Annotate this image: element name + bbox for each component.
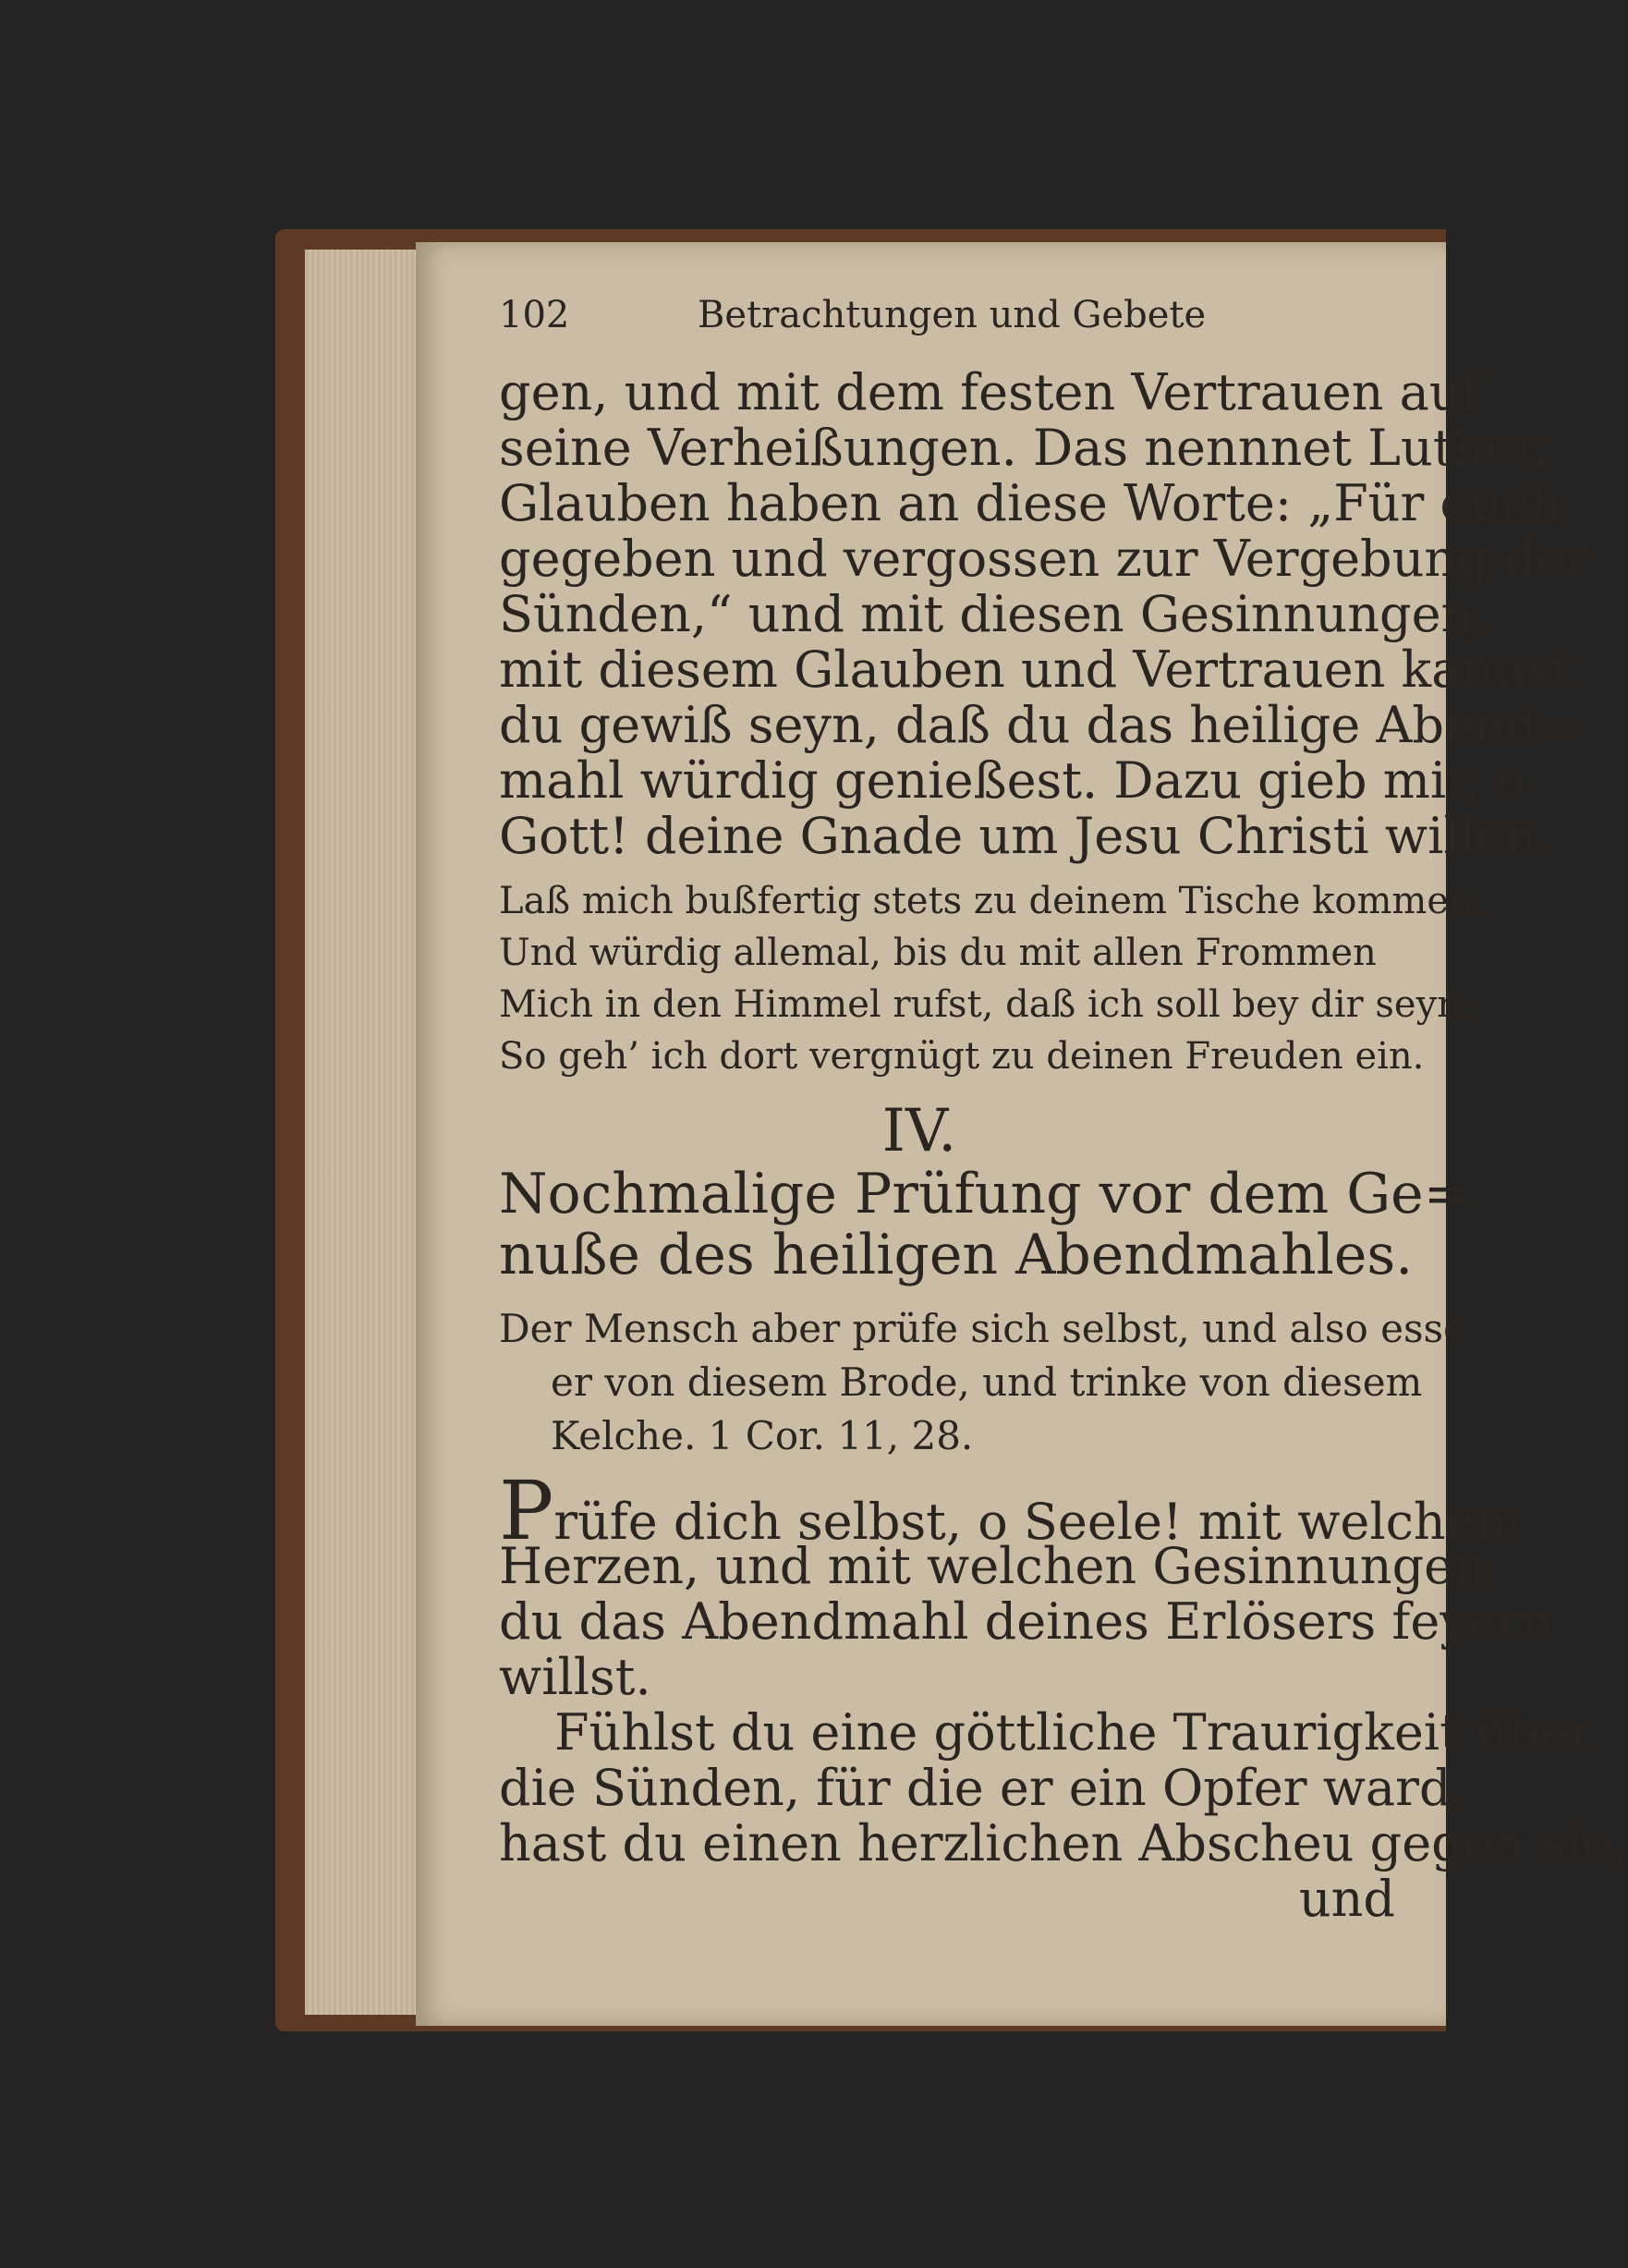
text-line: mahl würdig genießest. Dazu gieb mir, o	[499, 751, 1526, 810]
page-edges	[305, 250, 434, 2015]
text-line: Glauben haben an diese Worte: „Für euch	[499, 474, 1562, 532]
text-line: hast du einen herzlichen Abscheu gegen sie,	[499, 1814, 1628, 1872]
motto-line: er von diesem Brode, und trinke von diesem	[551, 1360, 1423, 1405]
text-line: Sünden,“ und mit diesen Gesinnungen,	[499, 585, 1489, 643]
section-title-line: Nochmalige Prüfung vor dem Ge=	[499, 1162, 1470, 1226]
paragraph-1	[499, 363, 1590, 865]
verse-line: Und würdig allemal, bis du mit allen Frommen	[499, 932, 1377, 974]
section-numeral: IV.	[881, 1097, 957, 1165]
text-line: gegeben und vergossen zur Vergebung der	[499, 530, 1590, 588]
text-line: die Sünden, für die er ein Opfer ward,	[499, 1759, 1467, 1817]
paragraph-2	[499, 1463, 1628, 1928]
text-line: Gott! deine Gnade um Jesu Christi willen.	[499, 807, 1553, 865]
verse-block	[499, 875, 1485, 1082]
text-line: mit diesem Glauben und Vertrauen kannst	[499, 640, 1572, 699]
motto-line: Kelche. 1 Cor. 11, 28.	[551, 1413, 974, 1458]
text-line: du gewiß seyn, daß du das heilige Abend=	[499, 696, 1580, 754]
page-text	[499, 363, 1628, 1928]
text-line: seine Verheißungen. Das nennnet Luther,	[499, 419, 1549, 477]
motto-line: Der Mensch aber prüfe sich selbst, und also esse	[499, 1306, 1466, 1351]
text-line: du das Abendmahl deines Erlösers feyern	[499, 1592, 1554, 1651]
catchword: und	[1298, 1870, 1395, 1928]
text-line: willst.	[499, 1648, 651, 1706]
section-title-line: nuße des heiligen Abendmahles.	[499, 1223, 1414, 1287]
scripture-motto	[499, 1302, 1466, 1463]
text-line: gen, und mit dem festen Vertrauen auf	[499, 363, 1480, 421]
verse-line: Laß mich bußfertig stets zu deinem Tische kommen,	[499, 880, 1485, 922]
verse-line: So geh’ ich dort vergnügt zu deinen Freuden ein.	[499, 1035, 1425, 1078]
section-title	[499, 1162, 1470, 1287]
running-title: Betrachtungen und Gebete	[698, 294, 1207, 336]
text-line: Fühlst du eine göttliche Traurigkeit über	[554, 1703, 1594, 1762]
verse-line: Mich in den Himmel rufst, daß ich soll bey dir seyn;	[499, 983, 1474, 1026]
text-line: Prüfe dich selbst, o Seele! mit welchem	[499, 1463, 1523, 1558]
page-number: 102	[499, 294, 570, 336]
text-line: Herzen, und mit welchen Gesinnungen	[499, 1537, 1486, 1595]
